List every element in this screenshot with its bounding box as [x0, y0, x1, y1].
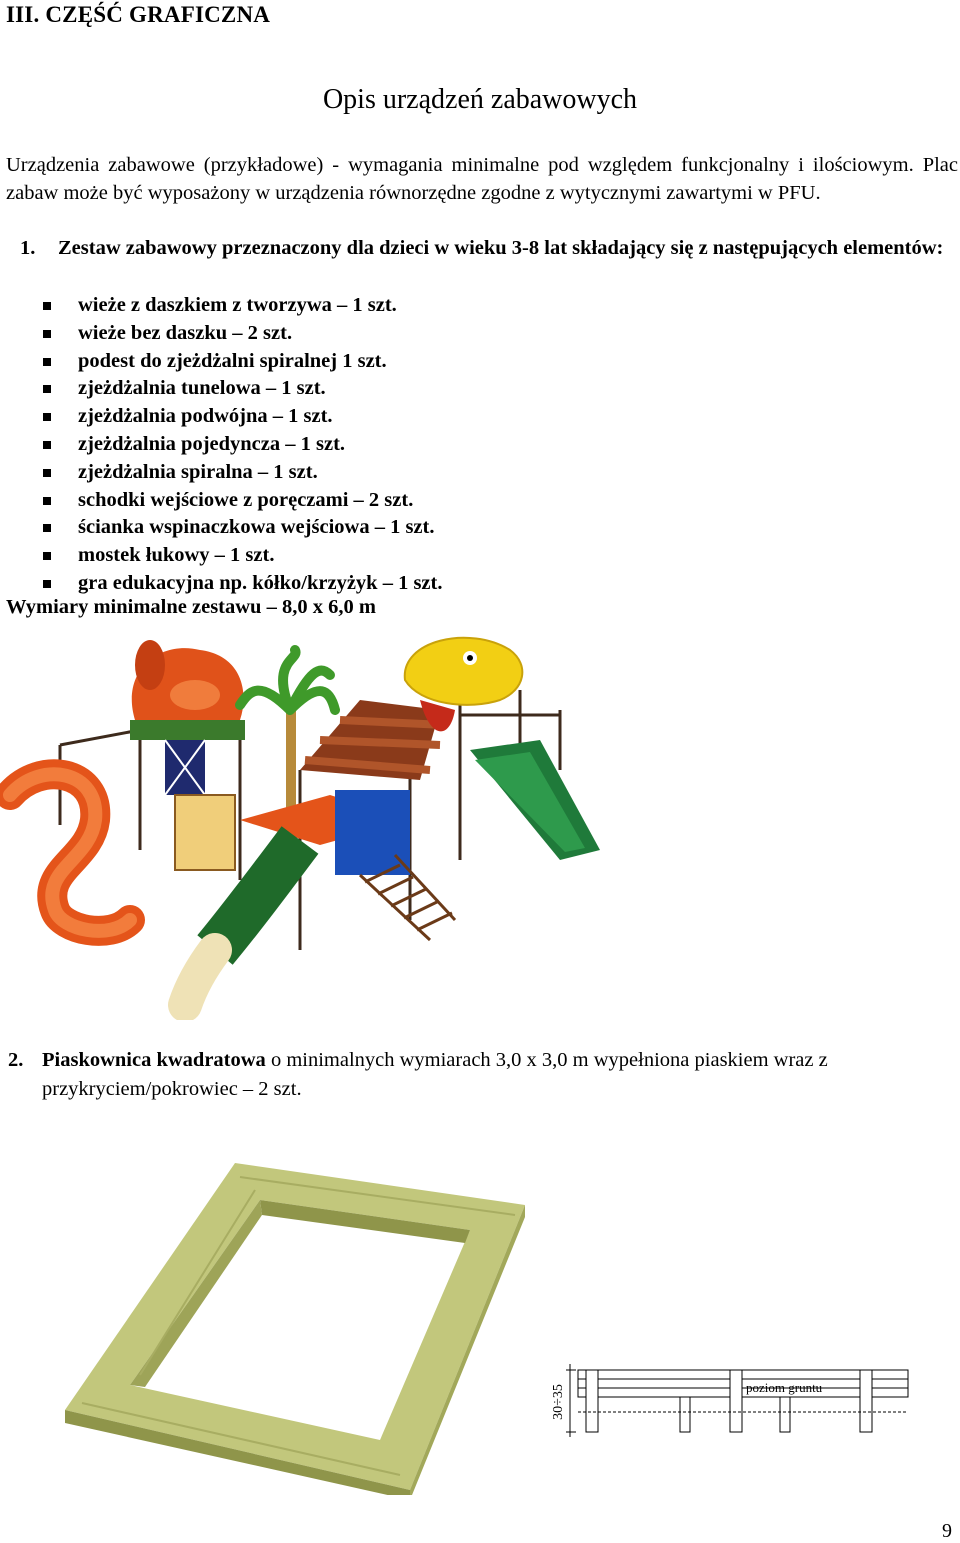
document-title-text: Opis urządzeń zabawowych — [322, 84, 638, 115]
item-2-number: 2. — [8, 1049, 24, 1071]
sandbox-illustration — [60, 1155, 530, 1495]
bullet-square-icon — [43, 302, 51, 310]
document-title — [0, 84, 960, 116]
playground-illustration — [0, 620, 620, 1020]
list-item: podest do zjeżdżalni spiralnej 1 szt. — [42, 348, 442, 376]
list-item: zjeżdżalnia tunelowa – 1 szt. — [42, 375, 442, 403]
page-number: 9 — [942, 1520, 952, 1542]
bullet-square-icon — [43, 524, 51, 532]
bullet-square-icon — [43, 441, 51, 449]
list-item: wieże bez daszku – 2 szt. — [42, 320, 442, 348]
elevation-boards — [578, 1370, 908, 1432]
height-label: 30÷35 — [551, 1384, 566, 1420]
bullet-square-icon — [43, 580, 51, 588]
bullet-square-icon — [43, 358, 51, 366]
spiral-slide — [10, 774, 130, 931]
element-list — [42, 292, 442, 598]
double-slide — [470, 740, 600, 860]
set-dimensions: Wymiary minimalne zestawu – 8,0 x 6,0 m — [6, 596, 376, 618]
bullet-square-icon — [43, 385, 51, 393]
section-title: III. CZĘŚĆ GRAFICZNA — [6, 2, 271, 27]
ground-level-label: poziom gruntu — [746, 1380, 823, 1395]
list-item: wieże z daszkiem z tworzywa – 1 szt. — [42, 292, 442, 320]
height-dimension — [566, 1364, 576, 1437]
intro-paragraph: Urządzenia zabawowe (przykładowe) - wymagania minimalne pod względem funkcjonalny i ilościowym. Plac zabaw może być wyposażony w urządzenia równorzędne zgodne z wytycznymi zawartymi w PFU. — [6, 154, 958, 204]
list-item: ścianka wspinaczkowa wejściowa – 1 szt. — [42, 514, 442, 542]
bullet-square-icon — [43, 469, 51, 477]
roof-tower — [130, 640, 245, 870]
palm-tree — [240, 650, 335, 810]
bullet-square-icon — [43, 413, 51, 421]
item-2-bold-title: Piaskownica kwadratowa — [42, 1049, 266, 1071]
item-2-text — [42, 1046, 958, 1104]
list-item: zjeżdżalnia pojedyncza – 1 szt. — [42, 431, 442, 459]
sandbox-frame — [65, 1163, 525, 1495]
log-bridge — [300, 700, 445, 780]
item-2-description: o minimalnych wymiarach 3,0 x 3,0 m wypełniona piaskiem wraz z przykryciem/pokrowiec – 2 szt. — [42, 1049, 828, 1100]
list-item: mostek łukowy – 1 szt. — [42, 542, 442, 570]
list-item: zjeżdżalnia podwójna – 1 szt. — [42, 403, 442, 431]
item-1-heading — [20, 235, 958, 262]
list-item: schodki wejściowe z poręczami – 2 szt. — [42, 487, 442, 515]
sandbox-elevation-drawing — [548, 1362, 918, 1452]
item-1-text: Zestaw zabawowy przeznaczony dla dzieci w wieku 3-8 lat składający się z następujących elementów: — [58, 237, 944, 259]
bullet-square-icon — [43, 552, 51, 560]
bullet-square-icon — [43, 497, 51, 505]
bullet-square-icon — [43, 330, 51, 338]
item-1-number: 1. — [20, 237, 36, 259]
list-item: gra edukacyjna np. kółko/krzyżyk – 1 szt. — [42, 570, 442, 598]
item-2-paragraph — [8, 1046, 958, 1104]
list-item: zjeżdżalnia spiralna – 1 szt. — [42, 459, 442, 487]
